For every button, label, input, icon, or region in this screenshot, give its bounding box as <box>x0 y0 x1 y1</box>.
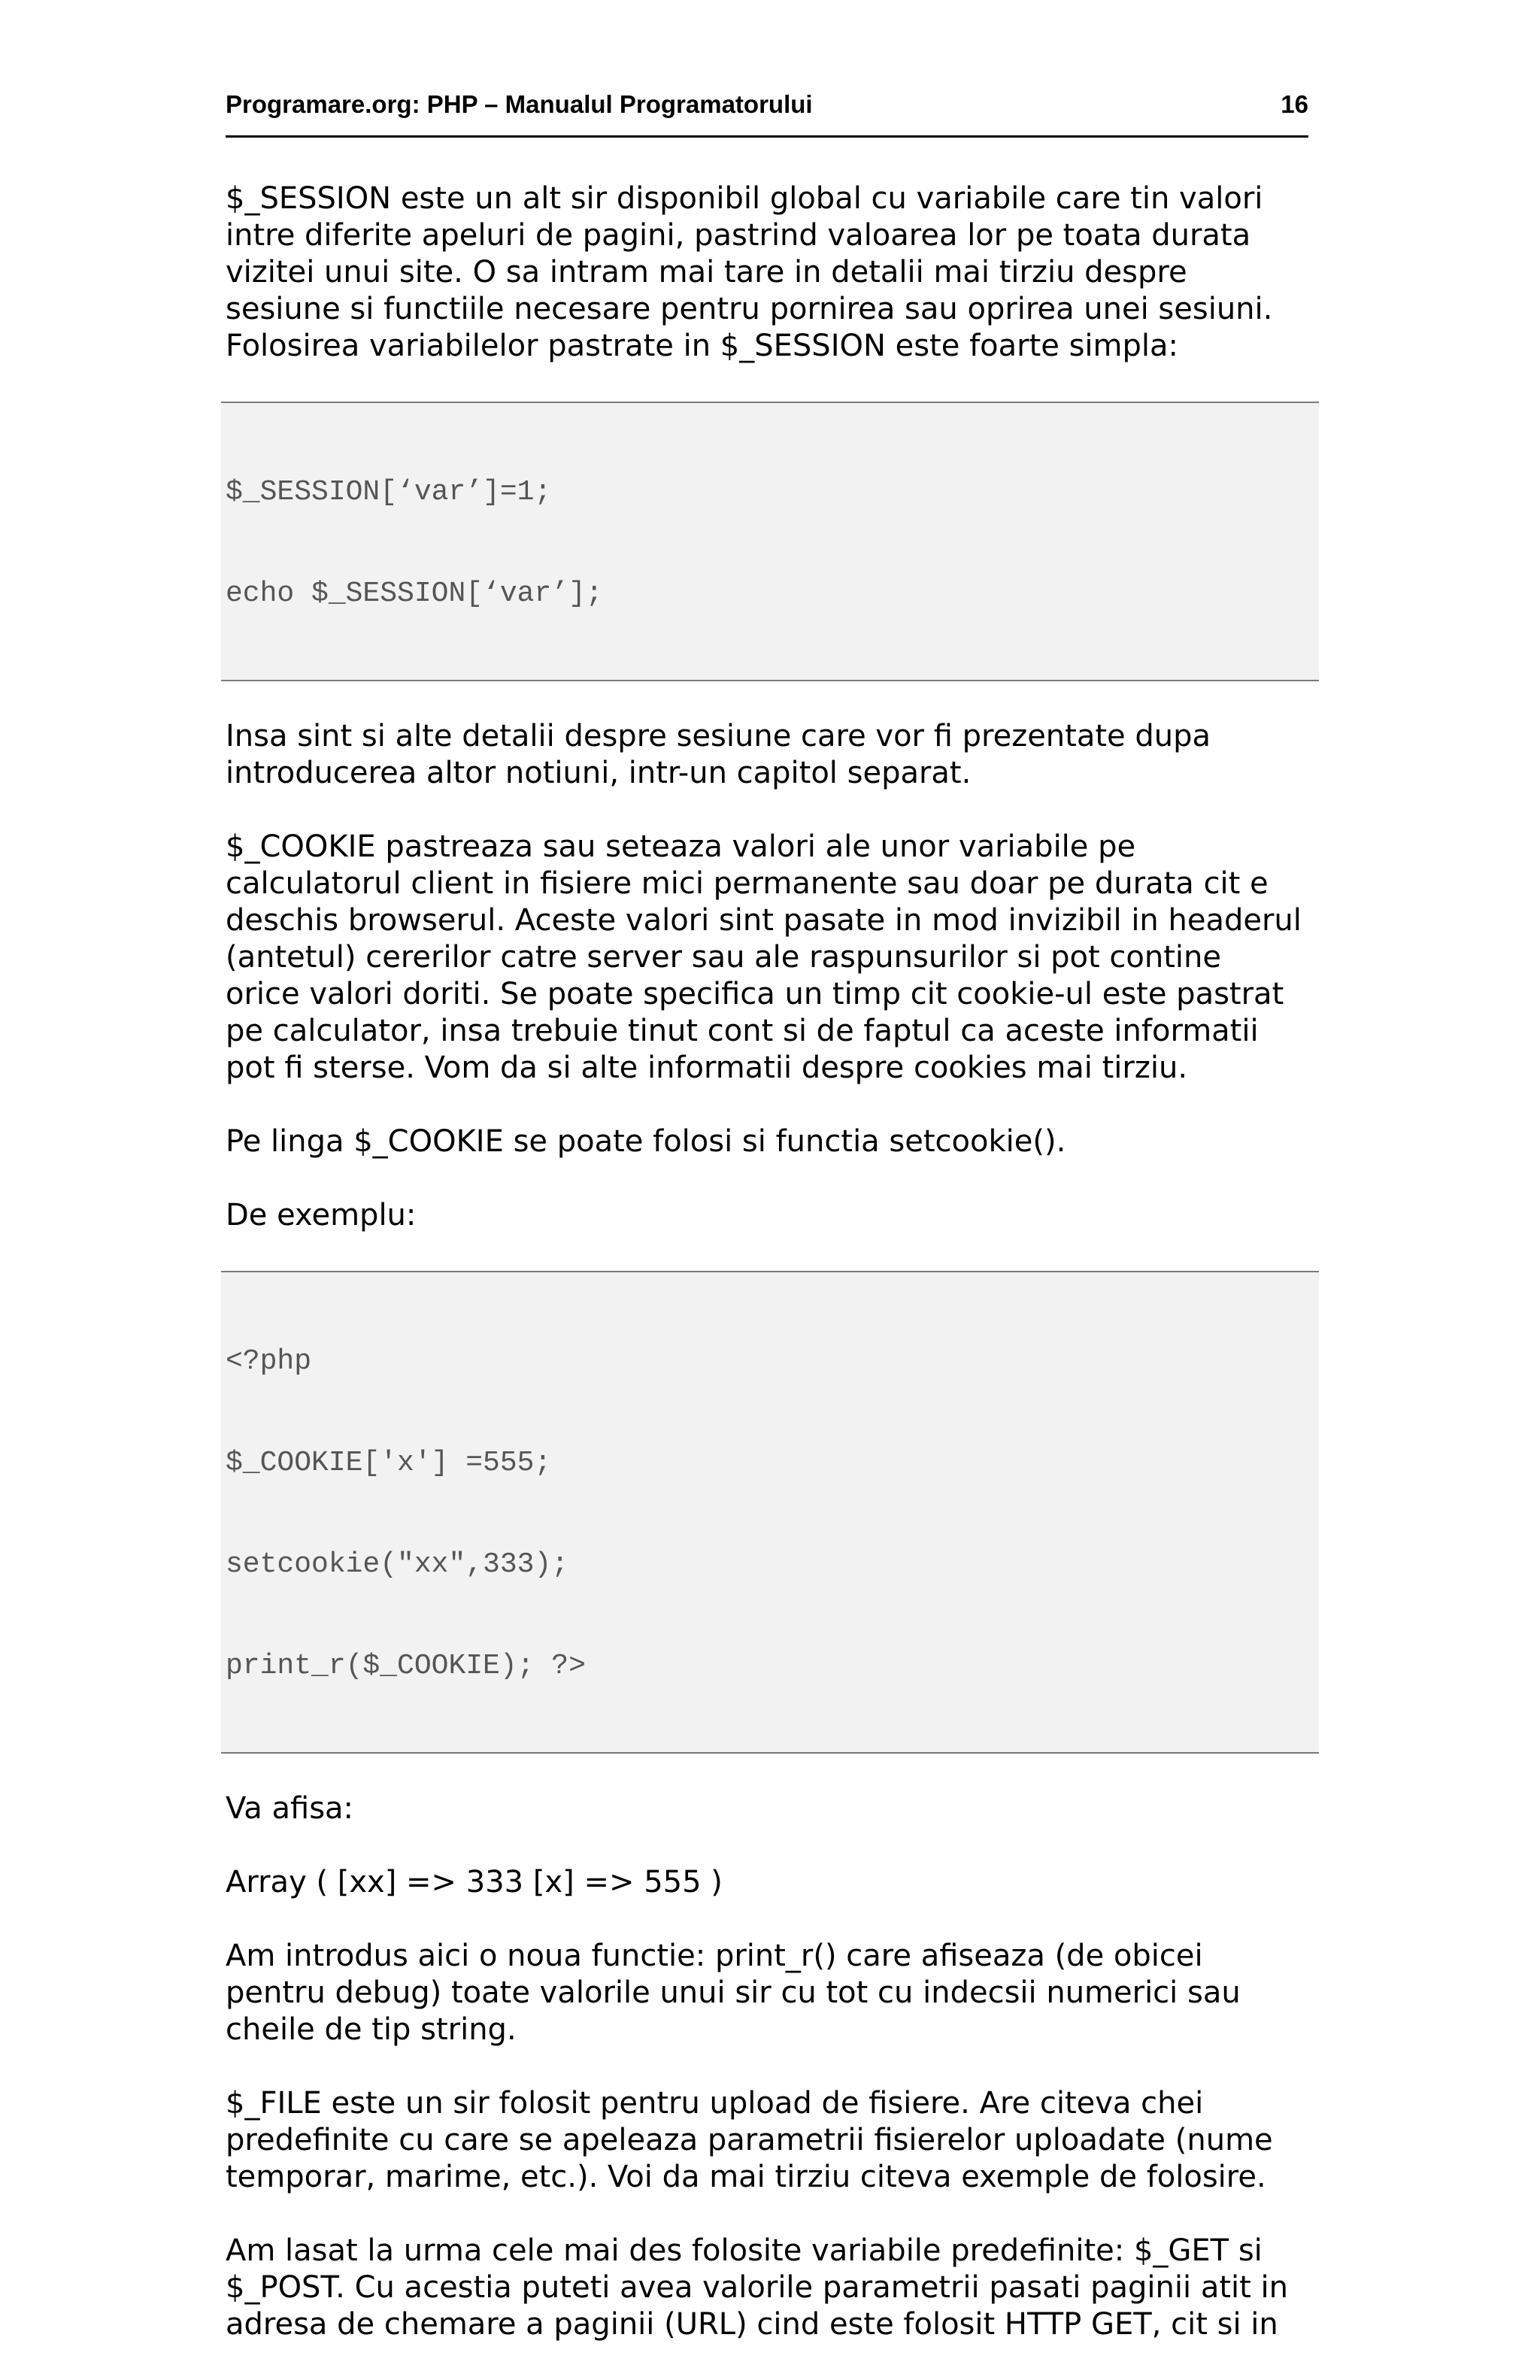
code-block-cookie <box>221 1271 1319 1754</box>
page-header <box>226 84 1308 138</box>
code-line: <?php <box>226 1345 312 1378</box>
paragraph-file: $_FILE este un sir folosit pentru upload de fisiere. Are citeva chei predefinite cu care se apeleaza parametrii fisierelor uploadate (nume temporar, marime, etc.). Voi da mai tirziu citeva exemple de folosire. <box>226 2086 1273 2194</box>
code-line: $_SESSION[‘var’]=1; <box>226 476 552 508</box>
paragraph-session-details: Insa sint si alte detalii despre sesiune care vor fi prezentate dupa introducerea altor notiuni, intr-un capitol separat. <box>226 719 1211 790</box>
code-line: $_COOKIE['x'] =555; <box>226 1447 552 1479</box>
paragraph-setcookie: Pe linga $_COOKIE se poate folosi si functia setcookie(). <box>226 1124 1066 1159</box>
paragraph-session-intro: $_SESSION este un alt sir disponibil global cu variabile care tin valori intre diferite apeluri de pagini, pastrind valoarea lor pe toata durata vizitei unui site. O sa intram mai tare in detalii mai tirziu despre sesiune si functiile necesare pentru pornirea sau oprirea unei sesiuni. Folosirea variabilelor pastrate in $_SESSION este foarte simpla: <box>226 181 1273 363</box>
paragraph-print-r: Am introdus aici o noua functie: print_r() care afiseaza (de obicei pentru debug) toate valorile unui sir cu tot cu indecsii numerici sau cheile de tip string. <box>226 1939 1241 2047</box>
code-line: print_r($_COOKIE); ?> <box>226 1650 586 1682</box>
code-block-session <box>221 402 1319 681</box>
code-line: echo $_SESSION[‘var’]; <box>226 578 603 610</box>
paragraph-example-label: De exemplu: <box>226 1198 417 1232</box>
code-line: setcookie("xx",333); <box>226 1548 569 1581</box>
paragraph-output-value: Array ( [xx] => 333 [x] => 555 ) <box>226 1865 723 1899</box>
paragraph-get-post: Am lasat la urma cele mai des folosite variabile predefinite: $_GET si $_POST. Cu acestia puteti avea valorile parametrii pasati paginii atit in adresa de chemare a paginii (URL) cind este folosit HTTP GET, cit si in <box>226 2233 1289 2342</box>
page-number: 16 <box>1281 90 1308 118</box>
paragraph-output-label: Va afisa: <box>226 1791 354 1826</box>
paragraph-cookie-intro: $_COOKIE pastreaza sau seteaza valori ale unor variabile pe calculatorul client in fisiere mici permanente sau doar pe durata cit e deschis browserul. Aceste valori sint pasate in mod invizibil in headerul (antetul) cererilor catre server sau ale raspunsurilor si pot contine orice valori doriti. Se poate specifica un timp cit cookie-ul este pastrat pe calculator, insa trebuie tinut cont si de faptul ca aceste informatii pot fi sterse. Vom da si alte informatii despre cookies mai tirziu. <box>226 829 1302 1085</box>
header-title: Programare.org: PHP – Manualul Programatorului <box>226 90 813 118</box>
page-content <box>226 180 1323 2380</box>
